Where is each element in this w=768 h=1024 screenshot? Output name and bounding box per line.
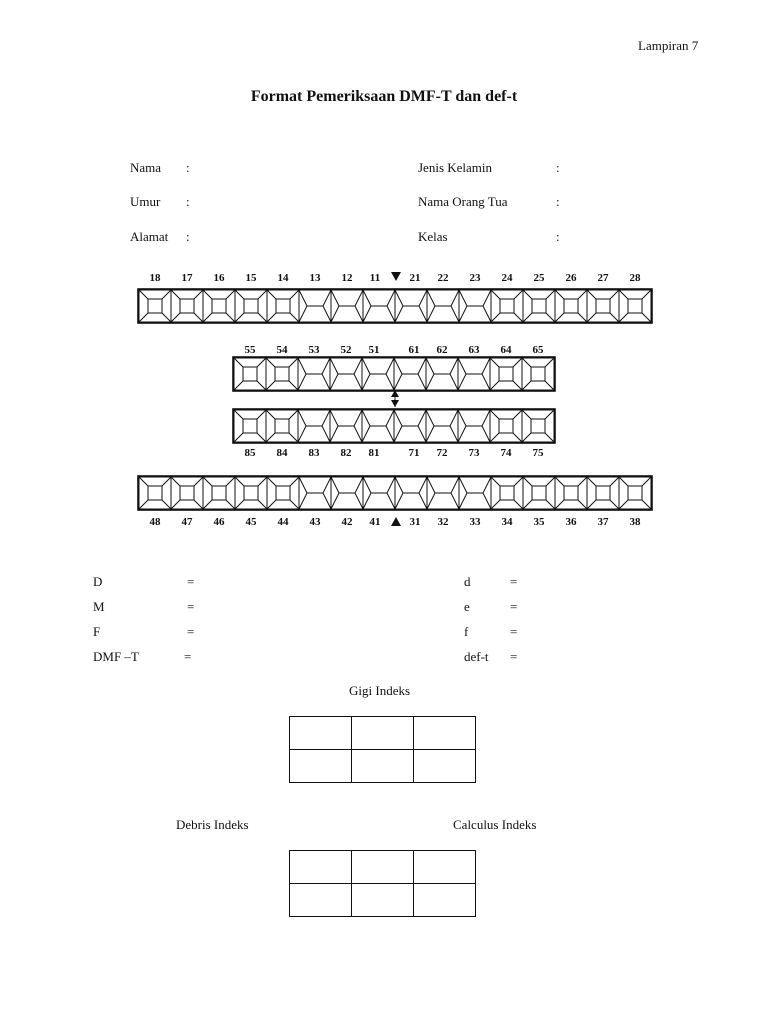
field-kelas-label: Kelas — [418, 229, 448, 244]
tooth-incisor — [427, 477, 459, 509]
tooth-number: 34 — [501, 516, 513, 528]
tooth-number: 14 — [277, 272, 289, 284]
tooth-incisor — [299, 290, 331, 322]
tooth-number: 74 — [500, 447, 512, 459]
tooth-number: 64 — [500, 344, 512, 356]
tooth-number: 38 — [629, 516, 641, 528]
tooth-incisor — [458, 410, 490, 442]
tooth-molar — [171, 477, 203, 509]
tooth-incisor — [426, 358, 458, 390]
midline-small-down-arrow — [391, 400, 399, 407]
tooth-number: 48 — [149, 516, 161, 528]
field-umur-label: Umur — [130, 194, 161, 209]
score-d-equals: = — [187, 574, 195, 589]
tooth-molar — [587, 290, 619, 322]
tooth-number: 54 — [276, 344, 288, 356]
tooth-molar — [555, 290, 587, 322]
tooth-molar — [139, 477, 171, 509]
tooth-incisor — [331, 290, 363, 322]
score-f-small-label: f — [464, 624, 469, 639]
table-row — [290, 851, 476, 884]
tooth-molar — [203, 290, 235, 322]
tooth-molar — [139, 290, 171, 322]
field-jenis-kelamin-colon: : — [556, 160, 560, 175]
tooth-molar — [491, 477, 523, 509]
tooth-molar — [266, 410, 298, 442]
tooth-number: 11 — [369, 272, 381, 284]
table-cell[interactable] — [414, 851, 476, 884]
tooth-number: 81 — [368, 447, 380, 459]
tooth-molar — [203, 477, 235, 509]
score-m-label: M — [93, 599, 105, 614]
tooth-number: 22 — [437, 272, 449, 284]
calculus-indeks-label: Calculus Indeks — [453, 817, 537, 832]
tooth-number: 45 — [245, 516, 257, 528]
tooth-molar — [235, 477, 267, 509]
tooth-number: 12 — [341, 272, 353, 284]
tooth-number: 13 — [309, 272, 321, 284]
tooth-number: 31 — [409, 516, 421, 528]
table-cell[interactable] — [290, 717, 352, 750]
tooth-number: 71 — [408, 447, 420, 459]
score-f-equals: = — [187, 624, 195, 639]
score-dmft-equals: = — [184, 649, 192, 664]
field-nama-orang-tua-colon: : — [556, 194, 560, 209]
tooth-number: 27 — [597, 272, 609, 284]
tooth-number: 28 — [629, 272, 641, 284]
tooth-incisor — [394, 358, 426, 390]
tooth-molar — [522, 358, 554, 390]
score-dmft-label: DMF –T — [93, 649, 139, 664]
tooth-number: 36 — [565, 516, 577, 528]
score-d-label: D — [93, 574, 103, 589]
tooth-number: 52 — [340, 344, 352, 356]
table-row — [290, 750, 476, 783]
score-deft-equals: = — [510, 649, 518, 664]
field-kelas-colon: : — [556, 229, 560, 244]
tooth-incisor — [458, 358, 490, 390]
tooth-number: 32 — [437, 516, 449, 528]
tooth-molar — [587, 477, 619, 509]
tooth-number: 18 — [149, 272, 161, 284]
tooth-number: 21 — [409, 272, 421, 284]
tooth-number: 42 — [341, 516, 353, 528]
tooth-number: 47 — [181, 516, 193, 528]
tooth-number: 33 — [469, 516, 481, 528]
tooth-number: 65 — [532, 344, 544, 356]
tooth-molar — [490, 358, 522, 390]
tooth-molar — [267, 477, 299, 509]
tooth-incisor — [331, 477, 363, 509]
tooth-molar — [523, 477, 555, 509]
tooth-molar — [522, 410, 554, 442]
tooth-number: 15 — [245, 272, 257, 284]
table-cell[interactable] — [352, 717, 414, 750]
score-d-small-equals: = — [510, 574, 518, 589]
table-cell[interactable] — [290, 884, 352, 917]
table-cell[interactable] — [414, 717, 476, 750]
tooth-molar — [235, 290, 267, 322]
midline-up-arrow — [391, 517, 401, 526]
tooth-number: 23 — [469, 272, 481, 284]
field-nama-colon: : — [186, 160, 190, 175]
field-jenis-kelamin-label: Jenis Kelamin — [418, 160, 493, 175]
tooth-number: 82 — [340, 447, 352, 459]
field-alamat-label: Alamat — [130, 229, 169, 244]
tooth-molar — [491, 290, 523, 322]
tooth-incisor — [298, 410, 330, 442]
table-row — [290, 884, 476, 917]
tooth-number: 84 — [276, 447, 288, 459]
tooth-number: 55 — [244, 344, 256, 356]
tooth-molar — [266, 358, 298, 390]
tooth-incisor — [459, 290, 491, 322]
tooth-incisor — [362, 410, 394, 442]
tooth-incisor — [330, 358, 362, 390]
tooth-molar — [171, 290, 203, 322]
tooth-number: 17 — [181, 272, 193, 284]
page-title: Format Pemeriksaan DMF-T dan def-t — [250, 88, 518, 105]
gigi-indeks-label: Gigi Indeks — [349, 683, 411, 698]
midline-down-arrow — [391, 272, 401, 281]
tooth-molar — [619, 477, 651, 509]
tooth-number: 51 — [368, 344, 380, 356]
tooth-molar — [619, 290, 651, 322]
tooth-number: 72 — [436, 447, 448, 459]
tooth-number: 44 — [277, 516, 289, 528]
tooth-molar — [234, 358, 266, 390]
gigi-indeks-table — [289, 716, 476, 783]
tooth-number: 46 — [213, 516, 225, 528]
tooth-incisor — [459, 477, 491, 509]
tooth-number: 75 — [532, 447, 544, 459]
tooth-number: 53 — [308, 344, 320, 356]
appendix-label: Lampiran 7 — [638, 38, 699, 53]
tooth-number: 63 — [468, 344, 480, 356]
score-d-small-label: d — [464, 574, 471, 589]
tooth-number: 41 — [369, 516, 381, 528]
score-m-equals: = — [187, 599, 195, 614]
tooth-number: 73 — [468, 447, 480, 459]
debris-indeks-label: Debris Indeks — [176, 817, 249, 832]
tooth-number: 83 — [308, 447, 320, 459]
tooth-incisor — [395, 477, 427, 509]
tooth-incisor — [394, 410, 426, 442]
field-umur-colon: : — [186, 194, 190, 209]
table-cell[interactable] — [352, 750, 414, 783]
field-nama-label: Nama — [130, 160, 162, 175]
tooth-number: 61 — [408, 344, 420, 356]
tooth-number: 62 — [436, 344, 448, 356]
tooth-incisor — [395, 290, 427, 322]
table-cell[interactable] — [352, 884, 414, 917]
field-alamat-colon: : — [186, 229, 190, 244]
tooth-molar — [234, 410, 266, 442]
tooth-number: 16 — [213, 272, 225, 284]
tooth-incisor — [363, 477, 395, 509]
tooth-incisor — [330, 410, 362, 442]
tooth-incisor — [362, 358, 394, 390]
tooth-number: 35 — [533, 516, 545, 528]
tooth-number: 85 — [244, 447, 256, 459]
tooth-molar — [490, 410, 522, 442]
tooth-number: 24 — [501, 272, 513, 284]
tooth-incisor — [299, 477, 331, 509]
debris-calculus-table — [289, 850, 476, 917]
tooth-incisor — [298, 358, 330, 390]
score-e-label: e — [464, 599, 470, 614]
score-e-equals: = — [510, 599, 518, 614]
tooth-molar — [555, 477, 587, 509]
table-cell[interactable] — [414, 750, 476, 783]
table-cell[interactable] — [352, 851, 414, 884]
tooth-molar — [267, 290, 299, 322]
score-deft-label: def-t — [464, 649, 489, 664]
tooth-number: 26 — [565, 272, 577, 284]
tooth-number: 43 — [309, 516, 321, 528]
score-f-label: F — [93, 624, 101, 639]
tooth-incisor — [426, 410, 458, 442]
tooth-incisor — [363, 290, 395, 322]
field-nama-orang-tua-label: Nama Orang Tua — [418, 194, 508, 209]
tooth-number: 25 — [533, 272, 545, 284]
table-row — [290, 717, 476, 750]
table-cell[interactable] — [290, 851, 352, 884]
table-cell[interactable] — [290, 750, 352, 783]
table-cell[interactable] — [414, 884, 476, 917]
score-f-small-equals: = — [510, 624, 518, 639]
tooth-incisor — [427, 290, 459, 322]
tooth-number: 37 — [597, 516, 609, 528]
tooth-molar — [523, 290, 555, 322]
